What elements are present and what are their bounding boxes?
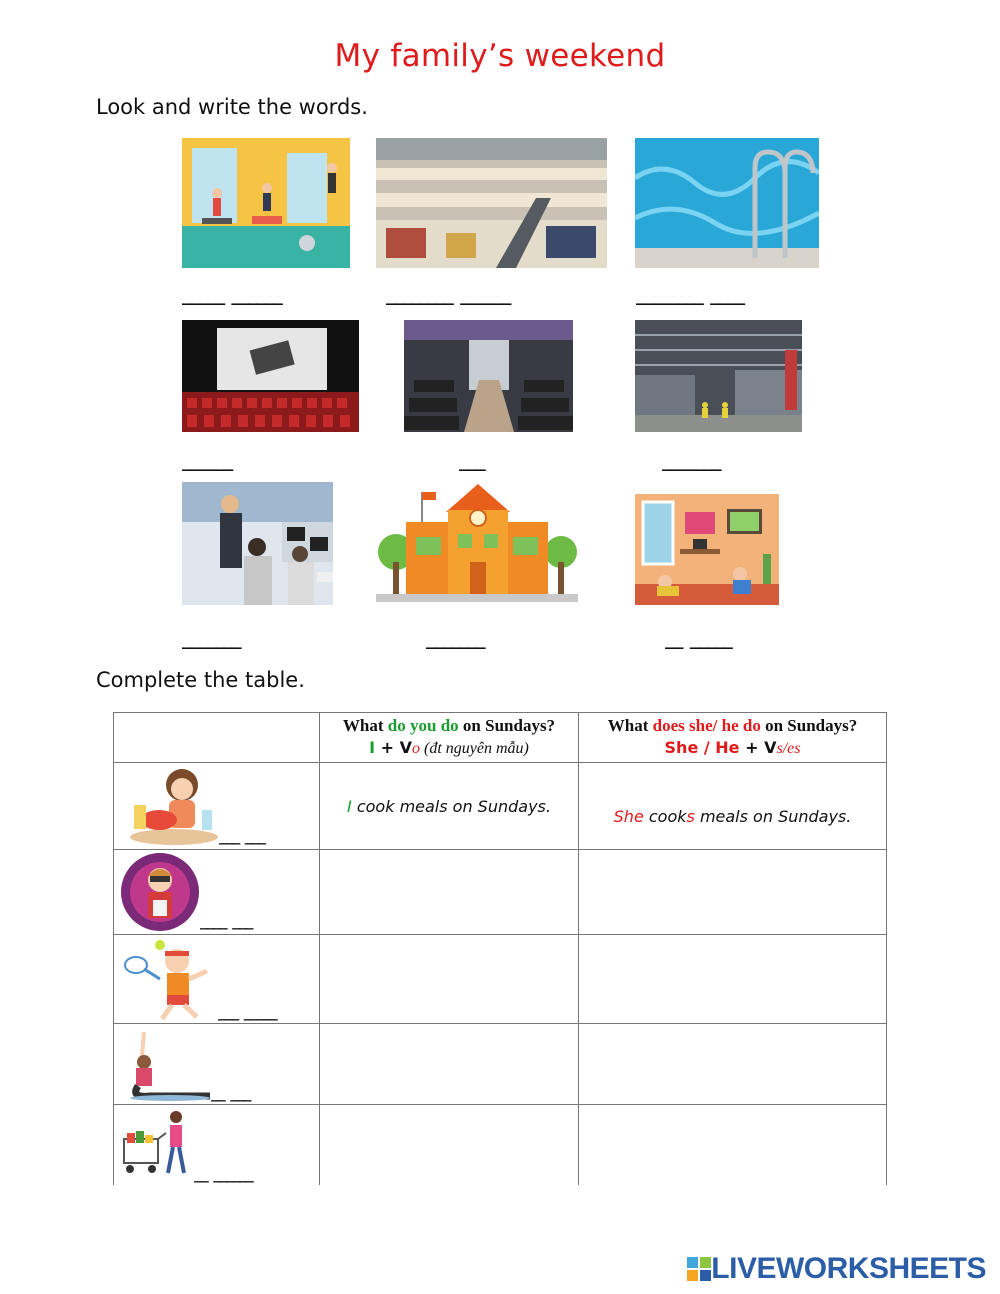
liveworksheets-logo-text: LIVEWORKSHEETS (711, 1252, 986, 1285)
boy-watching-movie-picture (120, 852, 200, 932)
activity-cell (114, 763, 320, 850)
you-answer-cell[interactable] (320, 850, 579, 935)
page-title: My family’s weekend (334, 38, 666, 74)
word-blank[interactable]: ______ (182, 452, 232, 472)
you-answer-cell[interactable] (320, 1105, 579, 1186)
liveworksheets-logo-icon (687, 1257, 711, 1281)
word-blank[interactable]: _______ (662, 452, 720, 472)
activity-cell (114, 1105, 320, 1186)
header-she: What does she/ he do on Sundays? She / He + Vs/es (579, 713, 887, 763)
swimming-pool-picture (635, 138, 819, 268)
table-header-row (114, 713, 887, 763)
word-blank[interactable]: ________ ______ (386, 286, 510, 306)
word-blank[interactable]: ________ ____ (636, 286, 744, 306)
activity-cell (114, 850, 320, 935)
she-answer-cell[interactable] (579, 935, 887, 1024)
header-empty-cell (114, 713, 320, 763)
word-blank[interactable]: ___ (459, 452, 484, 472)
activity-cell (114, 1024, 320, 1105)
activity-cell (114, 935, 320, 1024)
word-blank[interactable]: __ _____ (665, 630, 731, 650)
she-answer-cell[interactable] (579, 1105, 887, 1186)
she-answer-cell[interactable] (579, 1024, 887, 1105)
table-row (114, 1024, 887, 1105)
shopping-mall-picture (376, 138, 607, 268)
activity-blank[interactable]: __ ___ (211, 1086, 250, 1102)
home-playroom-picture (635, 494, 779, 605)
gym-fitness-picture (182, 138, 350, 268)
word-blank[interactable]: _____ ______ (182, 286, 281, 306)
boy-playing-tennis-picture (122, 939, 222, 1021)
woman-doing-yoga-picture (120, 1026, 215, 1102)
table-row (114, 850, 887, 935)
activity-blank[interactable]: ___ _____ (218, 1005, 276, 1021)
instruction-complete-table: Complete the table. (96, 668, 305, 692)
factory-picture (635, 320, 802, 432)
table-row (114, 935, 887, 1024)
activity-blank[interactable]: ___ ___ (219, 829, 265, 845)
office-picture (182, 482, 333, 605)
activity-blank[interactable]: __ ______ (194, 1167, 252, 1183)
table-row (114, 763, 887, 850)
you-answer-cell[interactable]: I cook meals on Sundays. (320, 763, 579, 850)
gym-treadmills-picture (404, 320, 573, 432)
header-you: What do you do on Sundays? I + Vo (đt nguyên mẫu) (320, 713, 579, 763)
woman-shopping-cart-picture (120, 1107, 200, 1183)
word-blank[interactable]: _______ (426, 630, 484, 650)
activity-table (113, 712, 887, 1185)
girl-cooking-picture (124, 765, 219, 847)
liveworksheets-logo[interactable] (687, 1252, 986, 1286)
instruction-look-write: Look and write the words. (96, 95, 368, 119)
table-row (114, 1105, 887, 1186)
she-answer-cell[interactable] (579, 850, 887, 935)
you-answer-cell[interactable] (320, 935, 579, 1024)
cinema-picture (182, 320, 359, 432)
word-blank[interactable]: _______ (182, 630, 240, 650)
you-answer-cell[interactable] (320, 1024, 579, 1105)
school-building-picture (376, 482, 578, 605)
activity-blank[interactable]: ____ ___ (200, 914, 252, 930)
she-answer-cell[interactable]: She cooks meals on Sundays. (579, 763, 887, 850)
